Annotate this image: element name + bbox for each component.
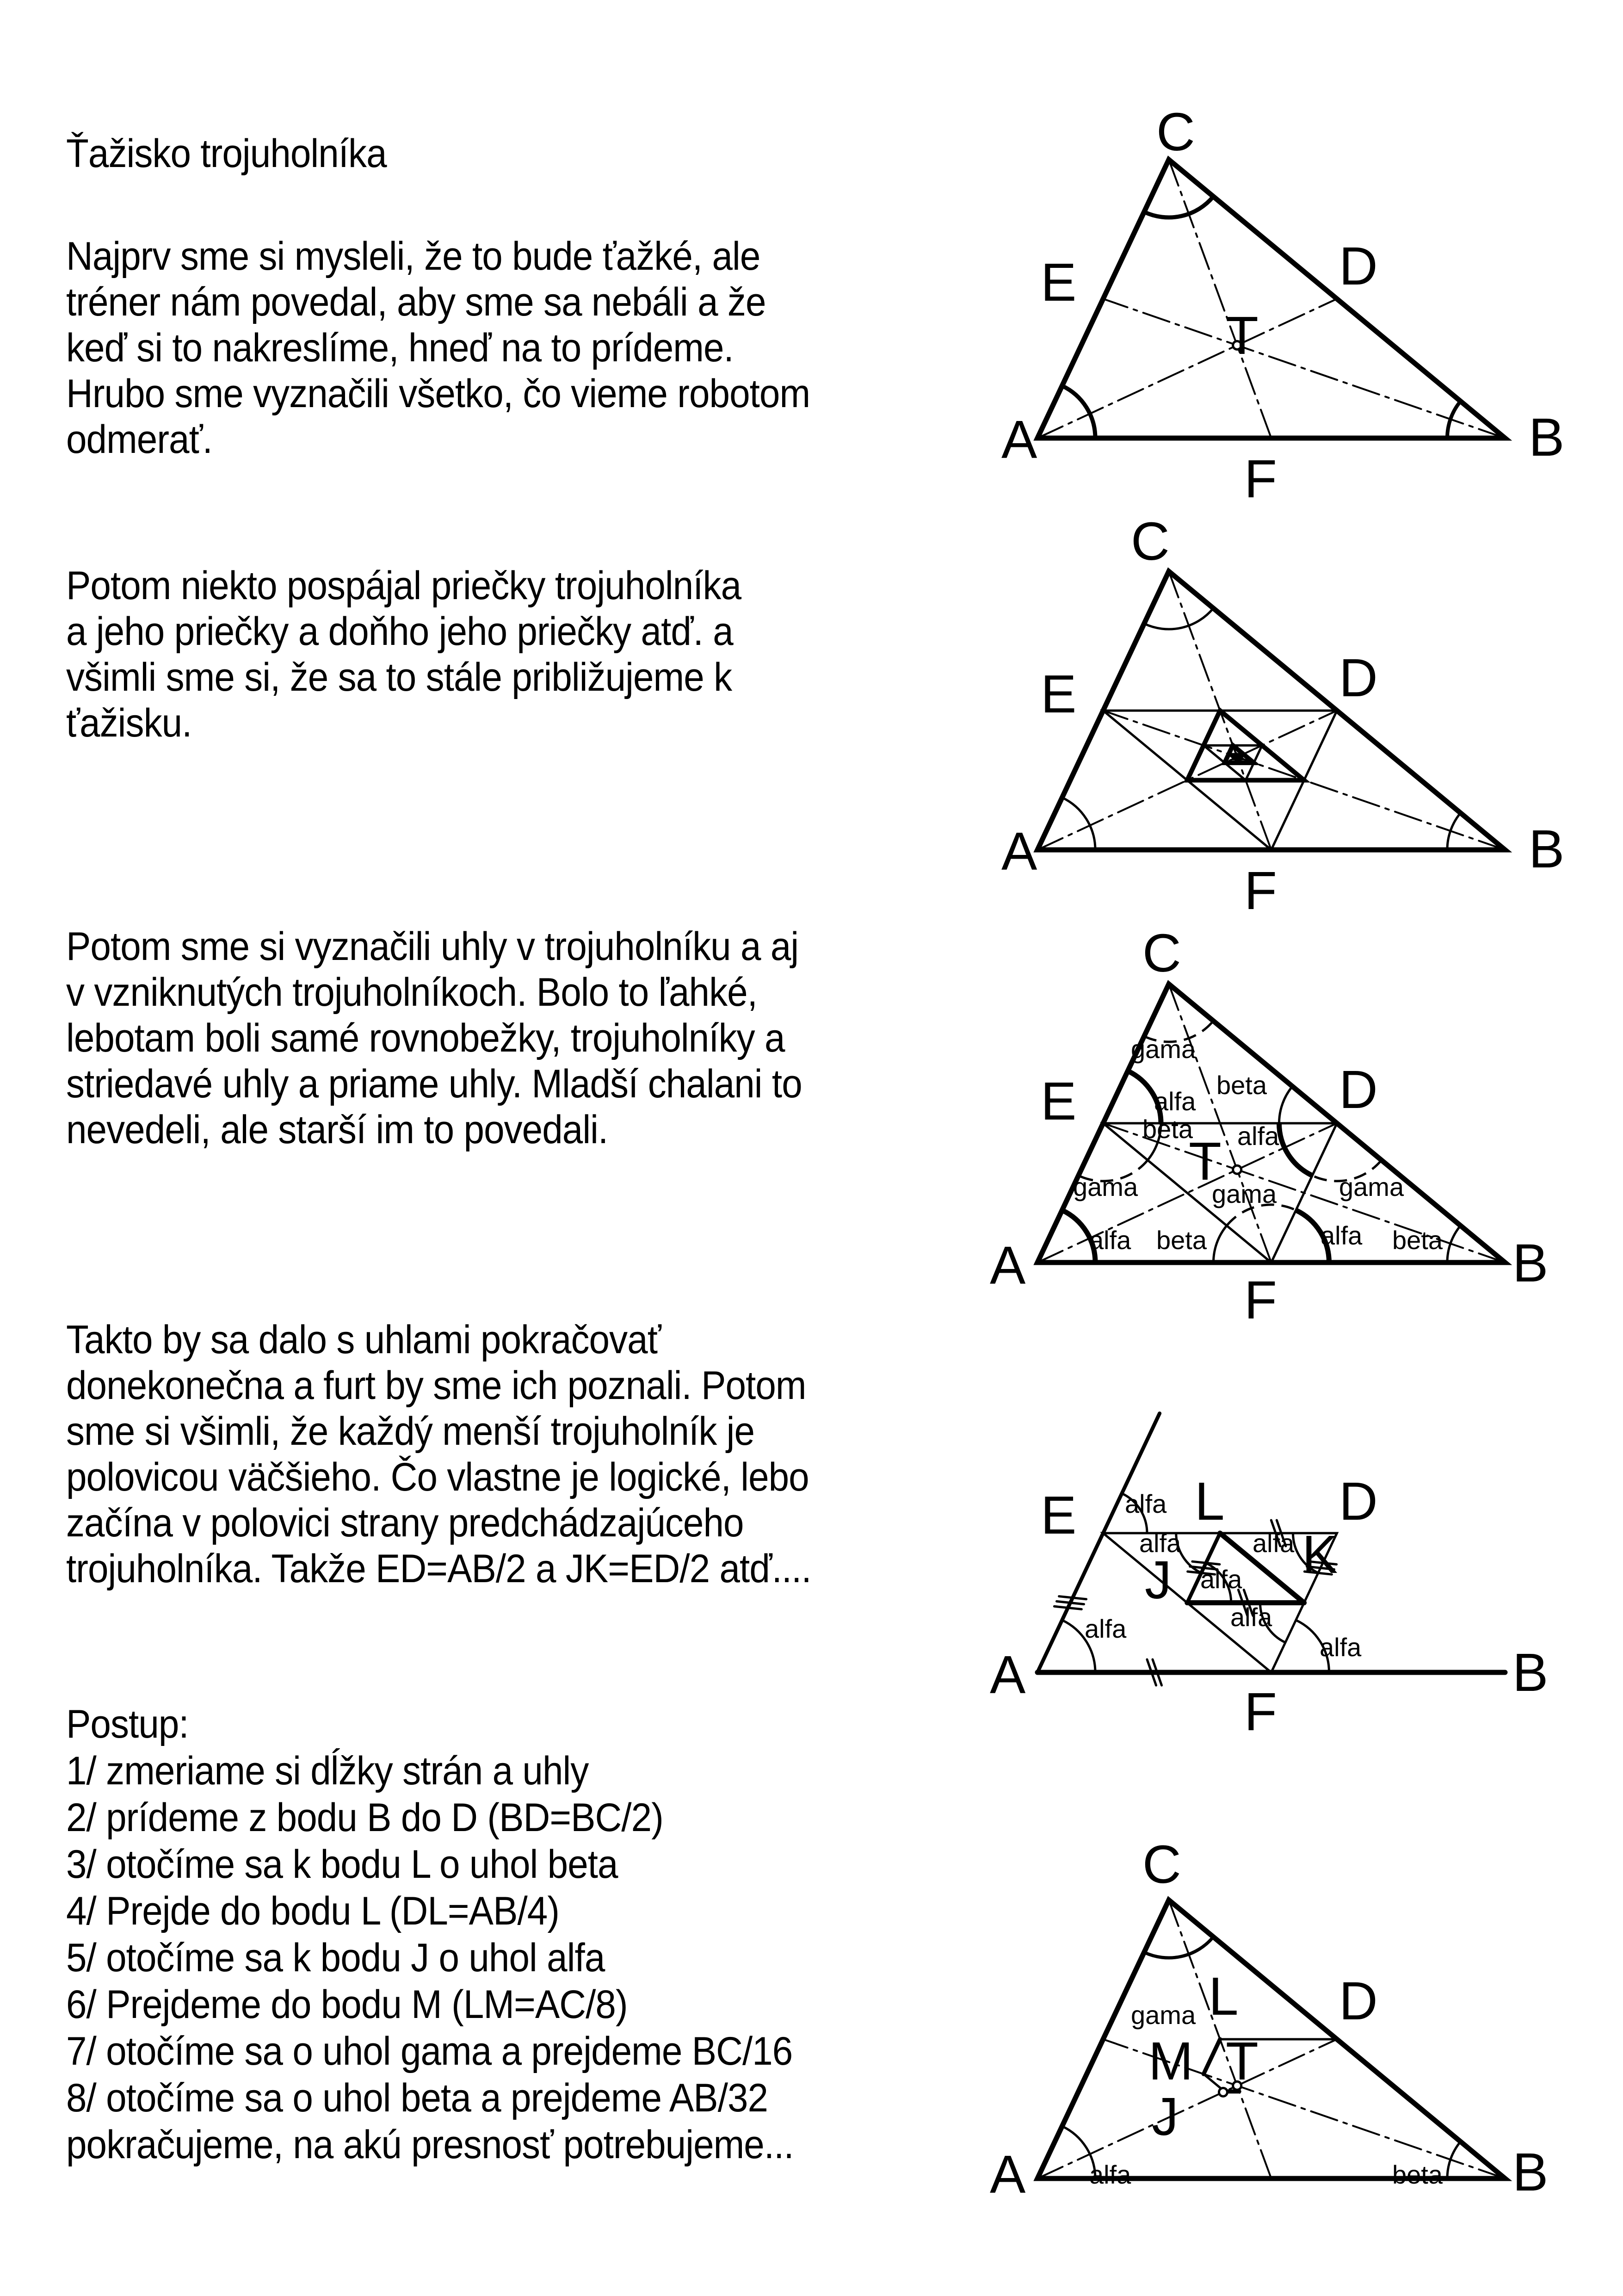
text-line: ťažisku. <box>66 701 192 745</box>
vertex-label-a: A <box>1001 821 1037 881</box>
text-line: Takto by sa dalo s uhlami pokračovať <box>66 1318 661 1362</box>
procedure-step: 6/ Prejdeme do bodu M (LM=AC/8) <box>66 1982 628 2027</box>
procedure-step: 1/ zmeriame si dĺžky strán a uhly <box>66 1749 589 1793</box>
vertex-label-c: C <box>1142 1834 1181 1894</box>
angle-label-alpha: alfa <box>1321 1221 1363 1250</box>
vertex-label-a: A <box>990 1645 1026 1705</box>
vertex-label-b: B <box>1529 407 1565 467</box>
text-line: Potom sme si vyznačili uhly v trojuholníku a aj <box>66 924 799 969</box>
procedure-step: 2/ prídeme z bodu B do D (BD=BC/2) <box>66 1795 663 1840</box>
point-label-j: J <box>1145 1550 1172 1610</box>
angle-label-alpha: alfa <box>1085 1614 1127 1643</box>
angle-label-alpha: alfa <box>1154 1087 1196 1116</box>
page-title: Ťažisko trojuholníka <box>66 131 387 176</box>
point-label-k: K <box>1302 1524 1338 1584</box>
text-line: Hrubo sme vyznačili všetko, čo vieme robotom <box>66 371 810 416</box>
text-line: polovicou väčšieho. Čo vlastne je logické, lebo <box>66 1455 809 1499</box>
angle-label-alpha: alfa <box>1125 1489 1167 1518</box>
vertex-label-a: A <box>990 2144 1026 2204</box>
text-line: lebotam boli samé rovnobežky, trojuholníky a <box>66 1016 785 1060</box>
angle-label-alpha: alfa <box>1237 1121 1279 1151</box>
vertex-label-a: A <box>990 1235 1026 1295</box>
angle-label-alpha: alfa <box>1253 1529 1295 1558</box>
point-label-j: J <box>1152 2086 1179 2147</box>
procedure-heading: Postup: <box>66 1702 189 1746</box>
point-label-d: D <box>1339 1471 1378 1531</box>
vertex-label-c: C <box>1156 102 1195 162</box>
midpoint-label-d: D <box>1339 1059 1378 1120</box>
text-line: a jeho priečky a doňho jeho priečky atď. a <box>66 609 733 654</box>
midpoint-label-e: E <box>1041 252 1077 312</box>
angle-label-beta: beta <box>1156 1225 1207 1255</box>
point-label-e: E <box>1041 1485 1077 1545</box>
figure-5-geometry <box>1037 1900 1505 2178</box>
vertex-label-c: C <box>1142 923 1181 983</box>
text-line: nevedeli, ale starší im to povedali. <box>66 1108 608 1152</box>
angle-label-beta: beta <box>1392 1225 1443 1255</box>
midpoint-label-f: F <box>1244 449 1277 509</box>
angle-label-alpha: alfa <box>1200 1565 1242 1594</box>
angle-label-gamma: gama <box>1339 1172 1404 1201</box>
procedure-step: 4/ Prejde do bodu L (DL=AB/4) <box>66 1889 560 1933</box>
procedure-step: 8/ otočíme sa o uhol beta a prejdeme AB/32 <box>66 2076 768 2120</box>
midpoint-label-d: D <box>1339 236 1378 296</box>
point-label-l: L <box>1195 1471 1225 1531</box>
vertex-label-b: B <box>1512 2142 1549 2202</box>
angle-label-alpha: alfa <box>1230 1603 1272 1632</box>
text-line: trojuholníka. Takže ED=AB/2 a JK=ED/2 atď.... <box>66 1547 811 1591</box>
angle-label-alpha: alfa <box>1089 2160 1131 2189</box>
centroid-label-t: T <box>1189 1131 1222 1191</box>
centroid-label-t: T <box>1226 2031 1259 2091</box>
angle-label-gamma: gama <box>1212 1179 1277 1208</box>
midpoint-label-f: F <box>1244 1270 1277 1330</box>
centroid-label-t: T <box>1226 305 1259 365</box>
text-line: tréner nám povedal, aby sme sa nebáli a že <box>66 280 766 324</box>
text-line: začína v polovici strany predchádzajúceho <box>66 1501 744 1545</box>
midpoint-label-d: D <box>1339 648 1378 708</box>
point-label-f: F <box>1244 1682 1277 1742</box>
midpoint-label-e: E <box>1041 664 1077 724</box>
procedure-step: 7/ otočíme sa o uhol gama a prejdeme BC/16 <box>66 2029 793 2073</box>
text-line: v vzniknutých trojuholníkoch. Bolo to ľahké, <box>66 970 757 1015</box>
angle-label-alpha: alfa <box>1089 1225 1131 1255</box>
text-line: všimli sme si, že sa to stále približujeme k <box>66 655 732 699</box>
procedure-step: pokračujeme, na akú presnosť potrebujeme... <box>66 2123 794 2167</box>
angle-label-beta: beta <box>1392 2160 1443 2189</box>
angle-label-alpha: alfa <box>1139 1529 1181 1558</box>
angle-label-gamma: gama <box>1131 2000 1196 2030</box>
angle-label-gamma: gama <box>1131 1034 1196 1064</box>
vertex-label-b: B <box>1512 1642 1549 1702</box>
angle-label-alpha: alfa <box>1320 1633 1362 1662</box>
point-label-m: M <box>1148 2031 1193 2091</box>
vertex-label-b: B <box>1529 819 1565 879</box>
text-line: Potom niekto pospájal priečky trojuholníka <box>66 563 741 608</box>
text-line: Najprv sme si mysleli, že to bude ťažké, ale <box>66 234 760 278</box>
point-label-l: L <box>1209 1966 1239 2026</box>
angle-arc-gamma <box>1144 1937 1214 1958</box>
angle-label-gamma: gama <box>1073 1172 1138 1201</box>
text-line: odmerať. <box>66 417 212 462</box>
vertex-label-a: A <box>1001 409 1037 470</box>
vertex-label-b: B <box>1512 1233 1549 1293</box>
text-line: sme si všimli, že každý menší trojuholník je <box>66 1409 755 1454</box>
midpoint-label-f: F <box>1244 860 1277 921</box>
procedure-step: 5/ otočíme sa k bodu J o uhol alfa <box>66 1936 605 1980</box>
angle-label-beta: beta <box>1142 1114 1193 1144</box>
text-line: donekonečna a furt by sme ich poznali. Potom <box>66 1363 806 1408</box>
procedure-step: 3/ otočíme sa k bodu L o uhol beta <box>66 1842 618 1887</box>
angle-label-beta: beta <box>1216 1071 1267 1100</box>
vertex-label-c: C <box>1131 511 1170 571</box>
midpoint-label-e: E <box>1041 1071 1077 1131</box>
text-line: keď si to nakreslíme, hneď na to prídeme. <box>66 326 734 370</box>
point-label-d: D <box>1339 1971 1378 2031</box>
path-segment-lm <box>1203 2039 1220 2074</box>
text-line: striedavé uhly a priame uhly. Mladší chalani to <box>66 1062 802 1106</box>
